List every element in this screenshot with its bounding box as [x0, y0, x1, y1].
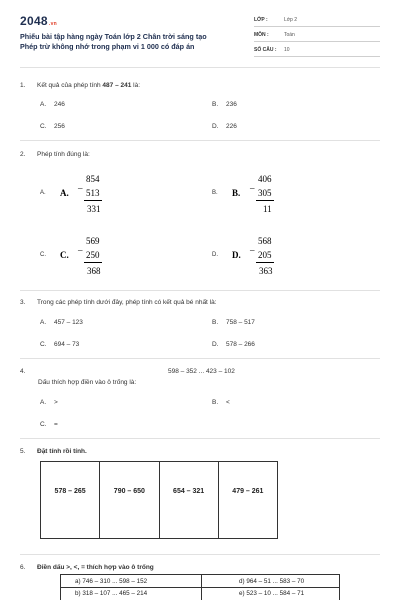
question-3 — [20, 299, 217, 306]
q2-option-a[interactable] — [40, 174, 101, 222]
option-value: > — [54, 399, 58, 406]
section-divider — [20, 140, 380, 141]
table-cell[interactable] — [219, 462, 277, 538]
q4-option-c[interactable] — [40, 421, 58, 428]
comparison-table — [60, 574, 340, 600]
option-value: 457 – 123 — [54, 319, 83, 326]
comparison-item[interactable]: e) 523 – 10 ... 584 – 71 — [239, 590, 305, 597]
q2-option-b[interactable] — [212, 174, 272, 222]
option-label: C. — [40, 252, 46, 258]
table-cell[interactable] — [160, 462, 219, 538]
question-4-number — [20, 368, 37, 375]
subject-label: MÔN : — [254, 32, 269, 38]
q3-option-c[interactable] — [40, 341, 79, 348]
comparison-item[interactable]: b) 318 – 107 ... 465 – 214 — [75, 590, 148, 597]
option-label: C. — [40, 123, 47, 130]
q3-option-b[interactable] — [212, 319, 255, 326]
q1-option-d[interactable] — [212, 123, 237, 130]
option-label: A. — [40, 319, 47, 326]
option-bold-label: C. — [60, 250, 69, 260]
question-number: 3. — [20, 299, 26, 306]
minus-sign: – — [250, 183, 255, 193]
question-number: 5. — [20, 448, 26, 455]
section-divider — [20, 290, 380, 291]
result-line — [84, 262, 102, 263]
option-value: = — [54, 421, 58, 428]
question-count-field — [254, 45, 380, 57]
question-text: Trong các phép tính dưới đây, phép tính có kết quả bé nhất là: — [37, 299, 217, 306]
subtrahend: 250 — [86, 250, 100, 260]
subject-field — [254, 30, 380, 42]
question-number: 6. — [20, 564, 26, 571]
table-cell[interactable] — [100, 462, 159, 538]
q2-option-c[interactable] — [40, 236, 101, 284]
subtrahend: 305 — [258, 188, 272, 198]
option-value: 758 – 517 — [226, 319, 255, 326]
class-field — [254, 15, 380, 27]
option-value: 246 — [54, 101, 65, 108]
logo-text: 2048 — [20, 14, 48, 28]
option-label: B. — [212, 319, 219, 326]
question-text: Phép tính đúng là: — [37, 151, 90, 158]
minus-sign: – — [78, 245, 83, 255]
option-value: 578 – 266 — [226, 341, 255, 348]
cell-expression: 578 – 265 — [54, 488, 86, 495]
logo-domain: .vn — [48, 21, 58, 27]
section-divider — [20, 358, 380, 359]
option-value: 236 — [226, 101, 237, 108]
question-count-label: SỐ CÂU : — [254, 47, 277, 53]
q1-option-a[interactable] — [40, 101, 65, 108]
option-value: 226 — [226, 123, 237, 130]
question-text: Kết quả của phép tính — [37, 82, 103, 89]
q3-option-d[interactable] — [212, 341, 255, 348]
question-text-end: là: — [131, 82, 141, 89]
calculation-table — [40, 461, 278, 539]
option-label: A. — [40, 101, 47, 108]
cell-expression: 790 – 650 — [113, 488, 145, 495]
worksheet-title: Phiếu bài tập hàng ngày Toán lớp 2 Chân trời sáng tạo — [20, 32, 207, 41]
cell-expression: 654 – 321 — [173, 488, 205, 495]
option-bold-label: D. — [232, 250, 241, 260]
q1-option-c[interactable] — [40, 123, 65, 130]
subject-value: Toán — [284, 32, 295, 38]
difference: 11 — [263, 204, 272, 214]
q1-option-b[interactable] — [212, 101, 237, 108]
cell-expression: 479 – 261 — [232, 488, 264, 495]
question-4-text: Dấu thích hợp điền vào ô trống là: — [38, 379, 137, 386]
difference: 363 — [259, 266, 273, 276]
comparison-item[interactable]: a) 746 – 310 ... 598 – 152 — [75, 578, 148, 585]
comparison-item[interactable]: d) 964 – 51 ... 583 – 70 — [239, 578, 305, 585]
q4-option-b[interactable] — [212, 399, 230, 406]
question-5 — [20, 448, 87, 455]
option-label: D. — [212, 341, 219, 348]
worksheet-subtitle: Phép trừ không nhớ trong phạm vi 1 000 có đáp án — [20, 42, 195, 51]
result-line — [84, 200, 102, 201]
option-value: 694 – 73 — [54, 341, 80, 348]
table-divider — [61, 587, 339, 588]
worksheet-header — [0, 0, 400, 66]
question-count-value: 10 — [284, 47, 290, 53]
option-label: D. — [212, 252, 218, 258]
class-label: LỚP : — [254, 17, 268, 23]
q3-option-a[interactable] — [40, 319, 83, 326]
option-label: C. — [40, 421, 47, 428]
question-1 — [20, 82, 140, 89]
question-number: 1. — [20, 82, 26, 89]
result-line — [256, 200, 274, 201]
option-value: 256 — [54, 123, 65, 130]
option-label: A. — [40, 190, 46, 196]
header-divider — [20, 67, 380, 68]
question-text: Đặt tính rồi tính. — [37, 448, 87, 455]
minus-sign: – — [78, 183, 83, 193]
option-label: C. — [40, 341, 47, 348]
class-value: Lớp 2 — [284, 17, 298, 23]
option-value: < — [226, 399, 230, 406]
q4-option-a[interactable] — [40, 399, 58, 406]
question-number: 2. — [20, 151, 26, 158]
option-label: B. — [212, 190, 218, 196]
q2-option-d[interactable] — [212, 236, 273, 284]
option-label: B. — [212, 101, 219, 108]
question-expression: 487 – 241 — [102, 82, 132, 89]
question-2 — [20, 151, 90, 158]
site-logo[interactable] — [20, 14, 57, 28]
minuend: 406 — [258, 174, 272, 184]
minuend: 569 — [86, 236, 100, 246]
question-6 — [20, 564, 154, 571]
question-4-expression: 598 – 352 ... 423 – 102 — [168, 368, 235, 375]
table-cell[interactable] — [41, 462, 100, 538]
result-line — [256, 262, 274, 263]
section-divider — [20, 554, 380, 555]
section-divider — [20, 438, 380, 439]
option-label: B. — [212, 399, 219, 406]
question-number: 4. — [20, 368, 26, 375]
difference: 331 — [87, 204, 101, 214]
subtrahend: 513 — [86, 188, 100, 198]
difference: 368 — [87, 266, 101, 276]
minuend: 854 — [86, 174, 100, 184]
option-label: A. — [40, 399, 47, 406]
option-bold-label: B. — [232, 188, 241, 198]
subtrahend: 205 — [258, 250, 272, 260]
option-bold-label: A. — [60, 188, 69, 198]
question-text: Điền dấu >, <, = thích hợp vào ô trống — [37, 564, 154, 571]
minuend: 568 — [258, 236, 272, 246]
minus-sign: – — [250, 245, 255, 255]
option-label: D. — [212, 123, 219, 130]
